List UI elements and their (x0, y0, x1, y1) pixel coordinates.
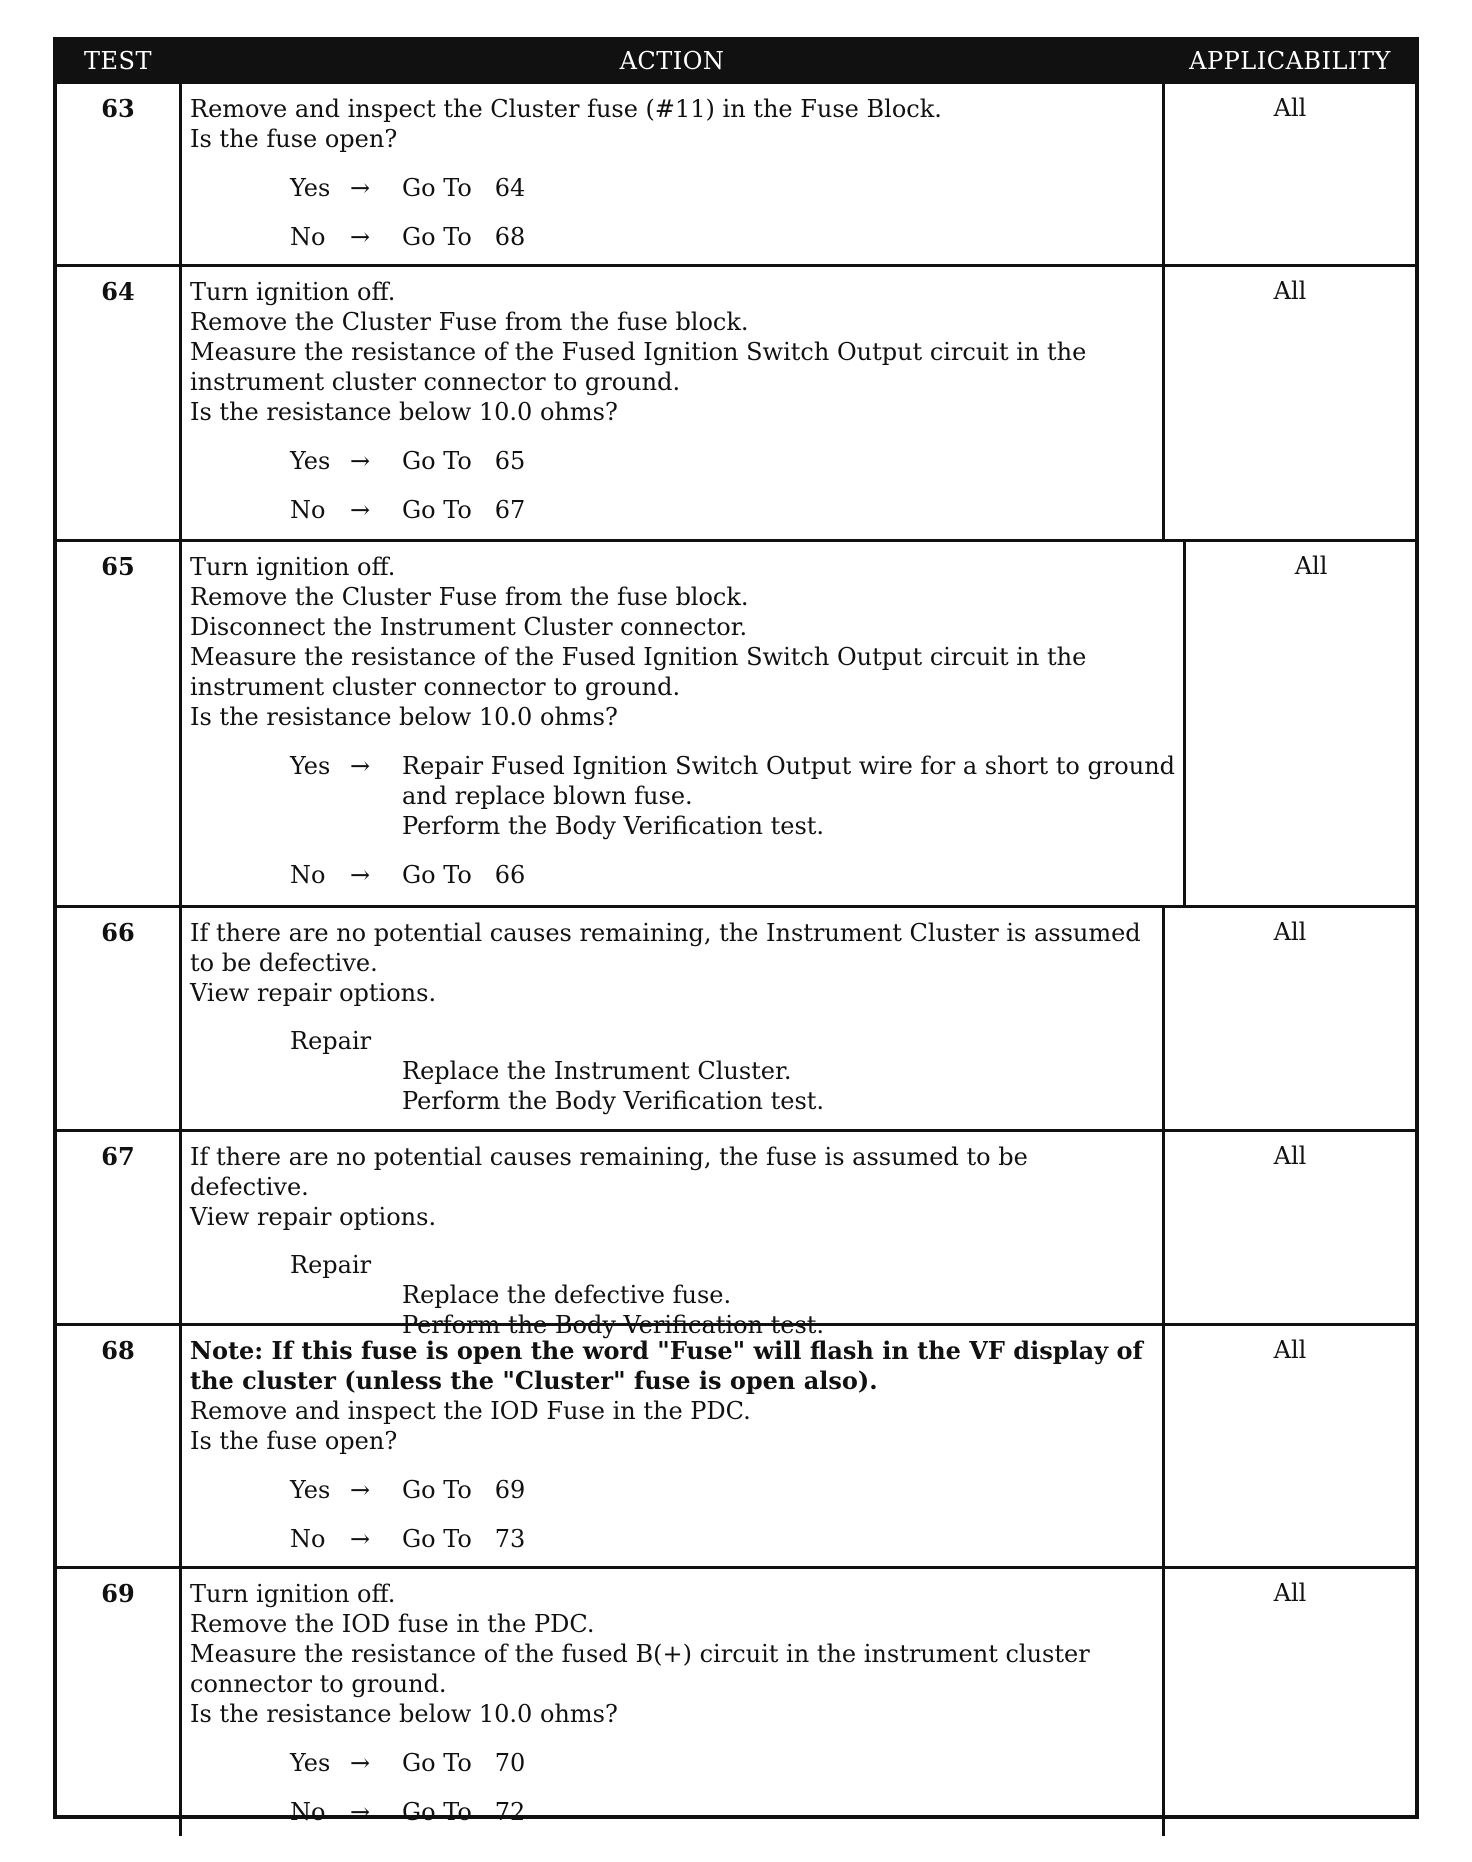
arrow-icon: → (350, 174, 371, 202)
header-action: ACTION (619, 47, 725, 75)
action-line: Disconnect the Instrument Cluster connector. (190, 613, 748, 641)
yes-label: Yes (290, 447, 331, 475)
no-action (402, 1524, 1154, 1554)
action-cell (182, 1569, 1165, 1836)
action-line: Is the resistance below 10.0 ohms? (190, 703, 618, 731)
applicability-cell: All (1273, 1336, 1307, 1364)
action-line: If there are no potential causes remaining, the fuse is assumed to be defective. (190, 1143, 1028, 1201)
branch-action-line: Go To 68 (402, 223, 526, 251)
no-action (402, 1797, 1154, 1827)
action-line: Turn ignition off. (190, 278, 396, 306)
action-line: Measure the resistance of the Fused Ignition Switch Output circuit in the instrument cluster connector to ground. (190, 338, 1087, 396)
action-line: Turn ignition off. (190, 1580, 396, 1608)
action-line: Is the resistance below 10.0 ohms? (190, 398, 618, 426)
action-line: Is the fuse open? (190, 125, 398, 153)
arrow-icon: → (350, 861, 371, 889)
yes-branch (290, 173, 1154, 203)
action-line: View repair options. (190, 1203, 437, 1231)
repair-step: Replace the defective fuse. (402, 1281, 732, 1309)
action-line: View repair options. (190, 979, 437, 1007)
yes-action (402, 173, 1154, 203)
arrow-icon: → (350, 1476, 371, 1504)
action-line: Is the fuse open? (190, 1427, 398, 1455)
no-branch (290, 222, 1154, 252)
no-label: No (290, 223, 326, 251)
yes-label: Yes (290, 752, 331, 780)
no-branch (290, 860, 1175, 890)
branch-action-line: Go To 67 (402, 496, 526, 524)
branch-action-line: Go To 69 (402, 1476, 526, 1504)
applicability-cell: All (1273, 1142, 1307, 1170)
branch-action-line: and replace blown fuse. (402, 782, 693, 810)
action-cell (182, 1326, 1165, 1566)
repair-step: Perform the Body Verification test. (402, 1311, 825, 1339)
no-action (402, 860, 1175, 890)
yes-label: Yes (290, 1749, 331, 1777)
yes-action (402, 751, 1175, 841)
action-line: Remove the Cluster Fuse from the fuse block. (190, 308, 749, 336)
action-line: Is the resistance below 10.0 ohms? (190, 1700, 618, 1728)
test-number: 68 (57, 1326, 182, 1566)
repair-label: Repair (290, 1027, 372, 1055)
action-line: Remove the Cluster Fuse from the fuse block. (190, 583, 749, 611)
arrow-icon: → (350, 1525, 371, 1553)
table-row (57, 539, 1415, 905)
no-action (402, 222, 1154, 252)
test-number: 69 (57, 1569, 182, 1836)
branch-action-line: Go To 72 (402, 1798, 526, 1826)
yes-action (402, 1748, 1154, 1778)
header-applicability: APPLICABILITY (1189, 47, 1391, 75)
yes-branch (290, 446, 1154, 476)
branch-action-line: Perform the Body Verification test. (402, 812, 825, 840)
repair-steps (402, 1056, 1154, 1116)
action-line: Remove and inspect the IOD Fuse in the PDC. (190, 1397, 751, 1425)
no-action (402, 495, 1154, 525)
test-number: 65 (57, 542, 182, 905)
arrow-icon: → (350, 1749, 371, 1777)
test-number: 63 (57, 84, 182, 264)
action-line: Remove and inspect the Cluster fuse (#11) in the Fuse Block. (190, 95, 942, 123)
yes-label: Yes (290, 1476, 331, 1504)
no-branch (290, 1797, 1154, 1827)
no-label: No (290, 496, 326, 524)
action-cell (182, 1132, 1165, 1339)
action-line: If there are no potential causes remaining, the Instrument Cluster is assumed to be defective. (190, 919, 1141, 977)
arrow-icon: → (350, 1798, 371, 1826)
table-header (57, 41, 1415, 81)
yes-action (402, 1475, 1154, 1505)
action-cell (182, 267, 1165, 539)
yes-action (402, 446, 1154, 476)
branch-action-line: Repair Fused Ignition Switch Output wire for a short to ground (402, 752, 1176, 780)
table-row (57, 1129, 1415, 1339)
no-branch (290, 495, 1154, 525)
table-body (57, 81, 1415, 1836)
header-test: TEST (84, 47, 152, 75)
yes-branch (290, 751, 1175, 841)
branch-action-line: Go To 66 (402, 861, 526, 889)
no-label: No (290, 1525, 326, 1553)
arrow-icon: → (350, 223, 371, 251)
repair-step: Replace the Instrument Cluster. (402, 1057, 792, 1085)
action-line: Turn ignition off. (190, 553, 396, 581)
arrow-icon: → (350, 496, 371, 524)
applicability-cell: All (1273, 918, 1307, 946)
no-label: No (290, 1798, 326, 1826)
test-number: 66 (57, 908, 182, 1129)
arrow-icon: → (350, 752, 371, 780)
note-text: Note: If this fuse is open the word "Fuse" will flash in the VF display of the cluster (unless the "Cluster" fuse is open also). (190, 1336, 1143, 1395)
no-branch (290, 1524, 1154, 1554)
repair-step: Perform the Body Verification test. (402, 1087, 825, 1115)
table-row (57, 1566, 1415, 1836)
branch-action-line: Go To 73 (402, 1525, 526, 1553)
table-row (57, 1323, 1415, 1566)
arrow-icon: → (350, 447, 371, 475)
action-line: Measure the resistance of the fused B(+) circuit in the instrument cluster connector to ground. (190, 1640, 1090, 1698)
branch-action-line: Go To 70 (402, 1749, 526, 1777)
action-cell (182, 908, 1165, 1129)
applicability-cell: All (1273, 94, 1307, 122)
applicability-cell: All (1273, 1579, 1307, 1607)
action-line: Measure the resistance of the Fused Ignition Switch Output circuit in the instrument cluster connector to ground. (190, 643, 1087, 701)
table-row (57, 81, 1415, 264)
branch-action-line: Go To 65 (402, 447, 526, 475)
table-row (57, 905, 1415, 1129)
action-cell (182, 542, 1186, 905)
yes-label: Yes (290, 174, 331, 202)
repair-label: Repair (290, 1251, 372, 1279)
branch-action-line: Go To 64 (402, 174, 526, 202)
test-number: 64 (57, 267, 182, 539)
diagnostic-table (53, 37, 1419, 1826)
table-row (57, 264, 1415, 539)
action-cell (182, 84, 1165, 264)
applicability-cell: All (1273, 277, 1307, 305)
no-label: No (290, 861, 326, 889)
yes-branch (290, 1748, 1154, 1778)
action-line: Remove the IOD fuse in the PDC. (190, 1610, 595, 1638)
yes-branch (290, 1475, 1154, 1505)
applicability-cell: All (1294, 552, 1328, 580)
test-number: 67 (57, 1132, 182, 1323)
